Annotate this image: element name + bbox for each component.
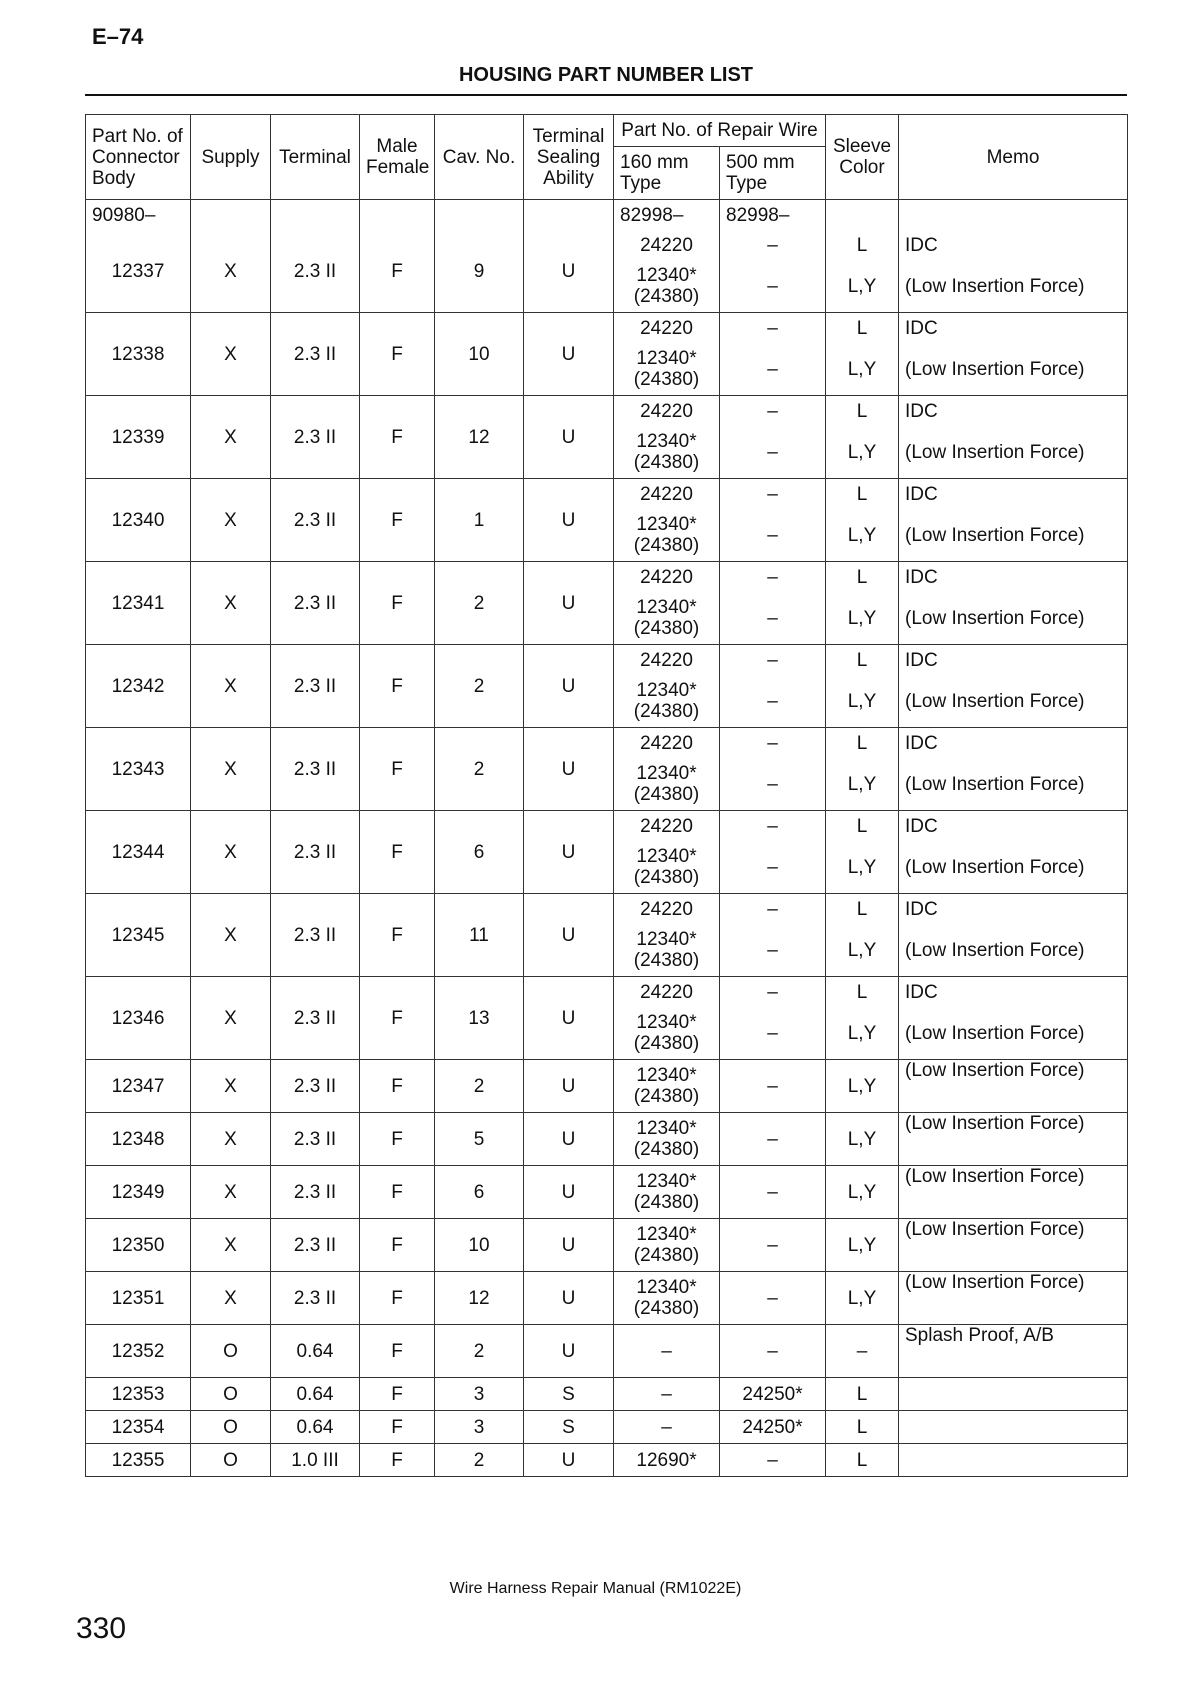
table-row xyxy=(86,977,1128,1008)
sealing-cell: U xyxy=(524,396,614,479)
memo-cell xyxy=(899,1411,1128,1444)
terminal-cell: 2.3 II xyxy=(271,645,360,728)
repair-wire-500-cell: – xyxy=(720,343,826,396)
sleeve-color-cell: L,Y xyxy=(826,592,899,645)
male-female-cell: F xyxy=(360,479,435,562)
cavity-number-cell: 6 xyxy=(435,1166,524,1219)
repair-wire-500-cell: 24250* xyxy=(720,1378,826,1411)
memo-cell: (Low Insertion Force) xyxy=(899,1060,1128,1113)
table-row xyxy=(86,728,1128,759)
repair-wire-160-cell: 12340* (24380) xyxy=(614,1166,720,1219)
memo-cell: (Low Insertion Force) xyxy=(899,1113,1128,1166)
sleeve-color-cell: L xyxy=(826,479,899,510)
supply-cell: X xyxy=(191,1166,271,1219)
supply-cell: O xyxy=(191,1378,271,1411)
repair-wire-160-cell: 24220 xyxy=(614,562,720,593)
prefix-row xyxy=(86,200,1128,231)
memo-cell: (Low Insertion Force) xyxy=(899,1007,1128,1060)
repair-wire-500-cell: – xyxy=(720,1219,826,1272)
sleeve-color-cell: L xyxy=(826,645,899,676)
part-number-cell: 12342 xyxy=(86,645,191,728)
repair-wire-160-cell: 12340* (24380) xyxy=(614,1219,720,1272)
male-female-cell: F xyxy=(360,728,435,811)
supply-cell: O xyxy=(191,1444,271,1477)
manual-title: Wire Harness Repair Manual (RM1022E) xyxy=(449,1580,742,1597)
repair-wire-160-cell: 24220 xyxy=(614,811,720,842)
supply-cell: X xyxy=(191,230,271,313)
part-number-cell: 12349 xyxy=(86,1166,191,1219)
sleeve-color-cell: L,Y xyxy=(826,1060,899,1113)
sealing-cell: U xyxy=(524,1219,614,1272)
sleeve-color-cell: L,Y xyxy=(826,675,899,728)
table-row xyxy=(86,230,1128,260)
sleeve-color-cell: L,Y xyxy=(826,1219,899,1272)
memo-cell: IDC xyxy=(899,645,1128,676)
male-female-cell: F xyxy=(360,562,435,645)
table-row xyxy=(86,1411,1128,1444)
cavity-number-cell: 10 xyxy=(435,1219,524,1272)
repair-wire-500-cell: – xyxy=(720,1444,826,1477)
header-terminal: Terminal xyxy=(271,115,360,200)
part-number-cell: 12352 xyxy=(86,1325,191,1378)
supply-cell: X xyxy=(191,479,271,562)
male-female-cell: F xyxy=(360,1378,435,1411)
repair-wire-500-cell: – xyxy=(720,645,826,676)
table-row xyxy=(86,811,1128,842)
header-sealing: Terminal Sealing Ability xyxy=(524,115,614,200)
sleeve-color-cell: L,Y xyxy=(826,841,899,894)
supply-cell: X xyxy=(191,728,271,811)
table-row xyxy=(86,562,1128,593)
cavity-number-cell: 2 xyxy=(435,728,524,811)
sleeve-color-cell: L,Y xyxy=(826,924,899,977)
repair-wire-160-cell: 24220 xyxy=(614,396,720,427)
repair-wire-160-cell: 12690* xyxy=(614,1444,720,1477)
prefix-160mm: 82998– xyxy=(614,200,720,231)
part-number-cell: 12346 xyxy=(86,977,191,1060)
repair-wire-160-cell: – xyxy=(614,1325,720,1378)
sealing-cell: U xyxy=(524,313,614,396)
memo-cell: IDC xyxy=(899,811,1128,842)
repair-wire-160-cell: 12340* (24380) xyxy=(614,343,720,396)
terminal-cell: 2.3 II xyxy=(271,977,360,1060)
part-number-cell: 12350 xyxy=(86,1219,191,1272)
part-number-cell: 12344 xyxy=(86,811,191,894)
repair-wire-500-cell: – xyxy=(720,728,826,759)
sleeve-color-cell: L,Y xyxy=(826,1272,899,1325)
cavity-number-cell: 13 xyxy=(435,977,524,1060)
supply-cell: O xyxy=(191,1411,271,1444)
repair-wire-500-cell: – xyxy=(720,841,826,894)
terminal-cell: 0.64 xyxy=(271,1378,360,1411)
repair-wire-500-cell: – xyxy=(720,811,826,842)
sealing-cell: U xyxy=(524,811,614,894)
repair-wire-500-cell: – xyxy=(720,675,826,728)
header-supply: Supply xyxy=(191,115,271,200)
memo-cell: (Low Insertion Force) xyxy=(899,758,1128,811)
table-row xyxy=(86,1444,1128,1477)
sleeve-color-cell: L xyxy=(826,1411,899,1444)
cavity-number-cell: 5 xyxy=(435,1113,524,1166)
header-sleeve: Sleeve Color xyxy=(826,115,899,200)
sealing-cell: U xyxy=(524,1444,614,1477)
part-number-cell: 12348 xyxy=(86,1113,191,1166)
repair-wire-160-cell: 24220 xyxy=(614,479,720,510)
terminal-cell: 2.3 II xyxy=(271,1219,360,1272)
cavity-number-cell: 6 xyxy=(435,811,524,894)
terminal-cell: 2.3 II xyxy=(271,562,360,645)
sleeve-color-cell: L xyxy=(826,728,899,759)
repair-wire-160-cell: 12340* (24380) xyxy=(614,1007,720,1060)
table-row xyxy=(86,1325,1128,1378)
repair-wire-160-cell: 12340* (24380) xyxy=(614,675,720,728)
repair-wire-160-cell: 24220 xyxy=(614,230,720,260)
sleeve-color-cell: L,Y xyxy=(826,509,899,562)
memo-cell: IDC xyxy=(899,977,1128,1008)
repair-wire-160-cell: 12340* (24380) xyxy=(614,1060,720,1113)
repair-wire-160-cell: 12340* (24380) xyxy=(614,509,720,562)
table-row xyxy=(86,1219,1128,1272)
memo-cell: (Low Insertion Force) xyxy=(899,841,1128,894)
terminal-cell: 2.3 II xyxy=(271,1272,360,1325)
page-id: E–74 xyxy=(92,24,144,49)
male-female-cell: F xyxy=(360,1219,435,1272)
terminal-cell: 2.3 II xyxy=(271,811,360,894)
table-row xyxy=(86,1272,1128,1325)
header-part-no: Part No. of Connector Body xyxy=(86,115,191,200)
sealing-cell: U xyxy=(524,1113,614,1166)
sleeve-color-cell: L xyxy=(826,230,899,260)
memo-cell: (Low Insertion Force) xyxy=(899,675,1128,728)
cavity-number-cell: 1 xyxy=(435,479,524,562)
sleeve-color-cell: L xyxy=(826,811,899,842)
sealing-cell: U xyxy=(524,645,614,728)
table-row xyxy=(86,313,1128,344)
part-number-cell: 12338 xyxy=(86,313,191,396)
header-male-female: Male Female xyxy=(360,115,435,200)
repair-wire-500-cell: – xyxy=(720,1166,826,1219)
header-cav-no: Cav. No. xyxy=(435,115,524,200)
repair-wire-500-cell: – xyxy=(720,894,826,925)
sleeve-color-cell: L,Y xyxy=(826,1166,899,1219)
repair-wire-500-cell: – xyxy=(720,1060,826,1113)
part-number-cell: 12341 xyxy=(86,562,191,645)
table-body xyxy=(86,200,1128,1477)
repair-wire-500-cell: – xyxy=(720,313,826,344)
repair-wire-500-cell: – xyxy=(720,1272,826,1325)
part-number-cell: 12354 xyxy=(86,1411,191,1444)
part-number-cell: 12337 xyxy=(86,230,191,313)
repair-wire-500-cell: – xyxy=(720,396,826,427)
male-female-cell: F xyxy=(360,1411,435,1444)
header-160mm: 160 mm Type xyxy=(614,147,720,200)
repair-wire-160-cell: 24220 xyxy=(614,977,720,1008)
repair-wire-500-cell: – xyxy=(720,758,826,811)
repair-wire-500-cell: – xyxy=(720,592,826,645)
cavity-number-cell: 3 xyxy=(435,1411,524,1444)
sleeve-color-cell: L xyxy=(826,562,899,593)
repair-wire-500-cell: – xyxy=(720,1113,826,1166)
repair-wire-500-cell: – xyxy=(720,509,826,562)
terminal-cell: 0.64 xyxy=(271,1325,360,1378)
part-number-cell: 12353 xyxy=(86,1378,191,1411)
male-female-cell: F xyxy=(360,811,435,894)
supply-cell: X xyxy=(191,1113,271,1166)
repair-wire-160-cell: 12340* (24380) xyxy=(614,592,720,645)
part-number-cell: 12345 xyxy=(86,894,191,977)
male-female-cell: F xyxy=(360,1060,435,1113)
table-row xyxy=(86,1060,1128,1113)
repair-wire-160-cell: 12340* (24380) xyxy=(614,758,720,811)
cavity-number-cell: 11 xyxy=(435,894,524,977)
terminal-cell: 2.3 II xyxy=(271,1166,360,1219)
repair-wire-500-cell: – xyxy=(720,562,826,593)
sleeve-color-cell: L,Y xyxy=(826,1007,899,1060)
header-repair-wire: Part No. of Repair Wire xyxy=(614,115,826,147)
cavity-number-cell: 2 xyxy=(435,645,524,728)
repair-wire-160-cell: – xyxy=(614,1378,720,1411)
memo-cell: (Low Insertion Force) xyxy=(899,592,1128,645)
supply-cell: X xyxy=(191,1219,271,1272)
housing-part-table xyxy=(85,114,1128,1477)
male-female-cell: F xyxy=(360,645,435,728)
sealing-cell: U xyxy=(524,1325,614,1378)
terminal-cell: 2.3 II xyxy=(271,313,360,396)
cavity-number-cell: 9 xyxy=(435,230,524,313)
table-row xyxy=(86,1378,1128,1411)
memo-cell: IDC xyxy=(899,230,1128,260)
male-female-cell: F xyxy=(360,1166,435,1219)
table-row xyxy=(86,645,1128,676)
terminal-cell: 2.3 II xyxy=(271,894,360,977)
male-female-cell: F xyxy=(360,894,435,977)
sealing-cell: S xyxy=(524,1378,614,1411)
sealing-cell: U xyxy=(524,1166,614,1219)
supply-cell: X xyxy=(191,396,271,479)
sleeve-color-cell: L,Y xyxy=(826,1113,899,1166)
memo-cell: Splash Proof, A/B xyxy=(899,1325,1128,1378)
supply-cell: X xyxy=(191,313,271,396)
memo-cell: (Low Insertion Force) xyxy=(899,509,1128,562)
supply-cell: X xyxy=(191,1060,271,1113)
memo-cell: (Low Insertion Force) xyxy=(899,924,1128,977)
sleeve-color-cell: L xyxy=(826,894,899,925)
male-female-cell: F xyxy=(360,1444,435,1477)
memo-cell: (Low Insertion Force) xyxy=(899,426,1128,479)
part-number-cell: 12339 xyxy=(86,396,191,479)
memo-cell: (Low Insertion Force) xyxy=(899,1219,1128,1272)
male-female-cell: F xyxy=(360,396,435,479)
terminal-cell: 0.64 xyxy=(271,1411,360,1444)
sleeve-color-cell: L,Y xyxy=(826,426,899,479)
male-female-cell: F xyxy=(360,1325,435,1378)
sleeve-color-cell: – xyxy=(826,1325,899,1378)
sealing-cell: U xyxy=(524,479,614,562)
prefix-500mm: 82998– xyxy=(720,200,826,231)
terminal-cell: 2.3 II xyxy=(271,479,360,562)
table-row xyxy=(86,479,1128,510)
repair-wire-160-cell: 24220 xyxy=(614,313,720,344)
sealing-cell: U xyxy=(524,1060,614,1113)
cavity-number-cell: 10 xyxy=(435,313,524,396)
supply-cell: X xyxy=(191,645,271,728)
cavity-number-cell: 2 xyxy=(435,1444,524,1477)
repair-wire-160-cell: 12340* (24380) xyxy=(614,1113,720,1166)
memo-cell: (Low Insertion Force) xyxy=(899,343,1128,396)
cavity-number-cell: 12 xyxy=(435,396,524,479)
memo-cell xyxy=(899,1378,1128,1411)
supply-cell: X xyxy=(191,811,271,894)
repair-wire-160-cell: 12340* (24380) xyxy=(614,841,720,894)
supply-cell: O xyxy=(191,1325,271,1378)
male-female-cell: F xyxy=(360,230,435,313)
male-female-cell: F xyxy=(360,1272,435,1325)
repair-wire-160-cell: 24220 xyxy=(614,728,720,759)
cavity-number-cell: 2 xyxy=(435,1060,524,1113)
repair-wire-160-cell: – xyxy=(614,1411,720,1444)
repair-wire-500-cell: 24250* xyxy=(720,1411,826,1444)
repair-wire-500-cell: – xyxy=(720,426,826,479)
header-500mm: 500 mm Type xyxy=(720,147,826,200)
memo-cell xyxy=(899,1444,1128,1477)
memo-cell: (Low Insertion Force) xyxy=(899,260,1128,313)
terminal-cell: 2.3 II xyxy=(271,396,360,479)
sealing-cell: U xyxy=(524,562,614,645)
part-number-cell: 12343 xyxy=(86,728,191,811)
memo-cell: IDC xyxy=(899,313,1128,344)
sealing-cell: U xyxy=(524,894,614,977)
cavity-number-cell: 3 xyxy=(435,1378,524,1411)
repair-wire-500-cell: – xyxy=(720,230,826,260)
table-row xyxy=(86,894,1128,925)
sleeve-color-cell: L xyxy=(826,1444,899,1477)
memo-cell: IDC xyxy=(899,728,1128,759)
male-female-cell: F xyxy=(360,1113,435,1166)
terminal-cell: 2.3 II xyxy=(271,1060,360,1113)
memo-cell: (Low Insertion Force) xyxy=(899,1272,1128,1325)
supply-cell: X xyxy=(191,977,271,1060)
page-title: HOUSING PART NUMBER LIST xyxy=(458,64,754,86)
table-row xyxy=(86,396,1128,427)
part-number-cell: 12355 xyxy=(86,1444,191,1477)
repair-wire-500-cell: – xyxy=(720,1325,826,1378)
repair-wire-500-cell: – xyxy=(720,924,826,977)
title-rule xyxy=(85,94,1127,96)
prefix-part-no: 90980– xyxy=(86,200,191,231)
sealing-cell: U xyxy=(524,728,614,811)
sleeve-color-cell: L xyxy=(826,313,899,344)
sleeve-color-cell: L,Y xyxy=(826,343,899,396)
table-row xyxy=(86,1166,1128,1219)
supply-cell: X xyxy=(191,1272,271,1325)
sleeve-color-cell: L xyxy=(826,1378,899,1411)
part-number-cell: 12351 xyxy=(86,1272,191,1325)
sealing-cell: U xyxy=(524,977,614,1060)
sealing-cell: U xyxy=(524,230,614,313)
sleeve-color-cell: L xyxy=(826,977,899,1008)
repair-wire-160-cell: 12340* (24380) xyxy=(614,426,720,479)
memo-cell: IDC xyxy=(899,562,1128,593)
sleeve-color-cell: L,Y xyxy=(826,260,899,313)
part-number-cell: 12340 xyxy=(86,479,191,562)
cavity-number-cell: 2 xyxy=(435,1325,524,1378)
repair-wire-500-cell: – xyxy=(720,479,826,510)
sealing-cell: U xyxy=(524,1272,614,1325)
repair-wire-500-cell: – xyxy=(720,1007,826,1060)
cavity-number-cell: 12 xyxy=(435,1272,524,1325)
repair-wire-160-cell: 12340* (24380) xyxy=(614,260,720,313)
repair-wire-500-cell: – xyxy=(720,260,826,313)
sleeve-color-cell: L,Y xyxy=(826,758,899,811)
cavity-number-cell: 2 xyxy=(435,562,524,645)
terminal-cell: 2.3 II xyxy=(271,230,360,313)
sealing-cell: S xyxy=(524,1411,614,1444)
memo-cell: IDC xyxy=(899,894,1128,925)
repair-wire-160-cell: 12340* (24380) xyxy=(614,924,720,977)
supply-cell: X xyxy=(191,562,271,645)
male-female-cell: F xyxy=(360,313,435,396)
supply-cell: X xyxy=(191,894,271,977)
repair-wire-500-cell: – xyxy=(720,977,826,1008)
terminal-cell: 1.0 III xyxy=(271,1444,360,1477)
repair-wire-160-cell: 24220 xyxy=(614,645,720,676)
memo-cell: IDC xyxy=(899,479,1128,510)
terminal-cell: 2.3 II xyxy=(271,728,360,811)
repair-wire-160-cell: 12340* (24380) xyxy=(614,1272,720,1325)
header-memo: Memo xyxy=(899,115,1128,200)
male-female-cell: F xyxy=(360,977,435,1060)
memo-cell: (Low Insertion Force) xyxy=(899,1166,1128,1219)
sleeve-color-cell: L xyxy=(826,396,899,427)
memo-cell: IDC xyxy=(899,396,1128,427)
table-row xyxy=(86,1113,1128,1166)
page-number: 330 xyxy=(76,1612,127,1645)
terminal-cell: 2.3 II xyxy=(271,1113,360,1166)
repair-wire-160-cell: 24220 xyxy=(614,894,720,925)
part-number-cell: 12347 xyxy=(86,1060,191,1113)
